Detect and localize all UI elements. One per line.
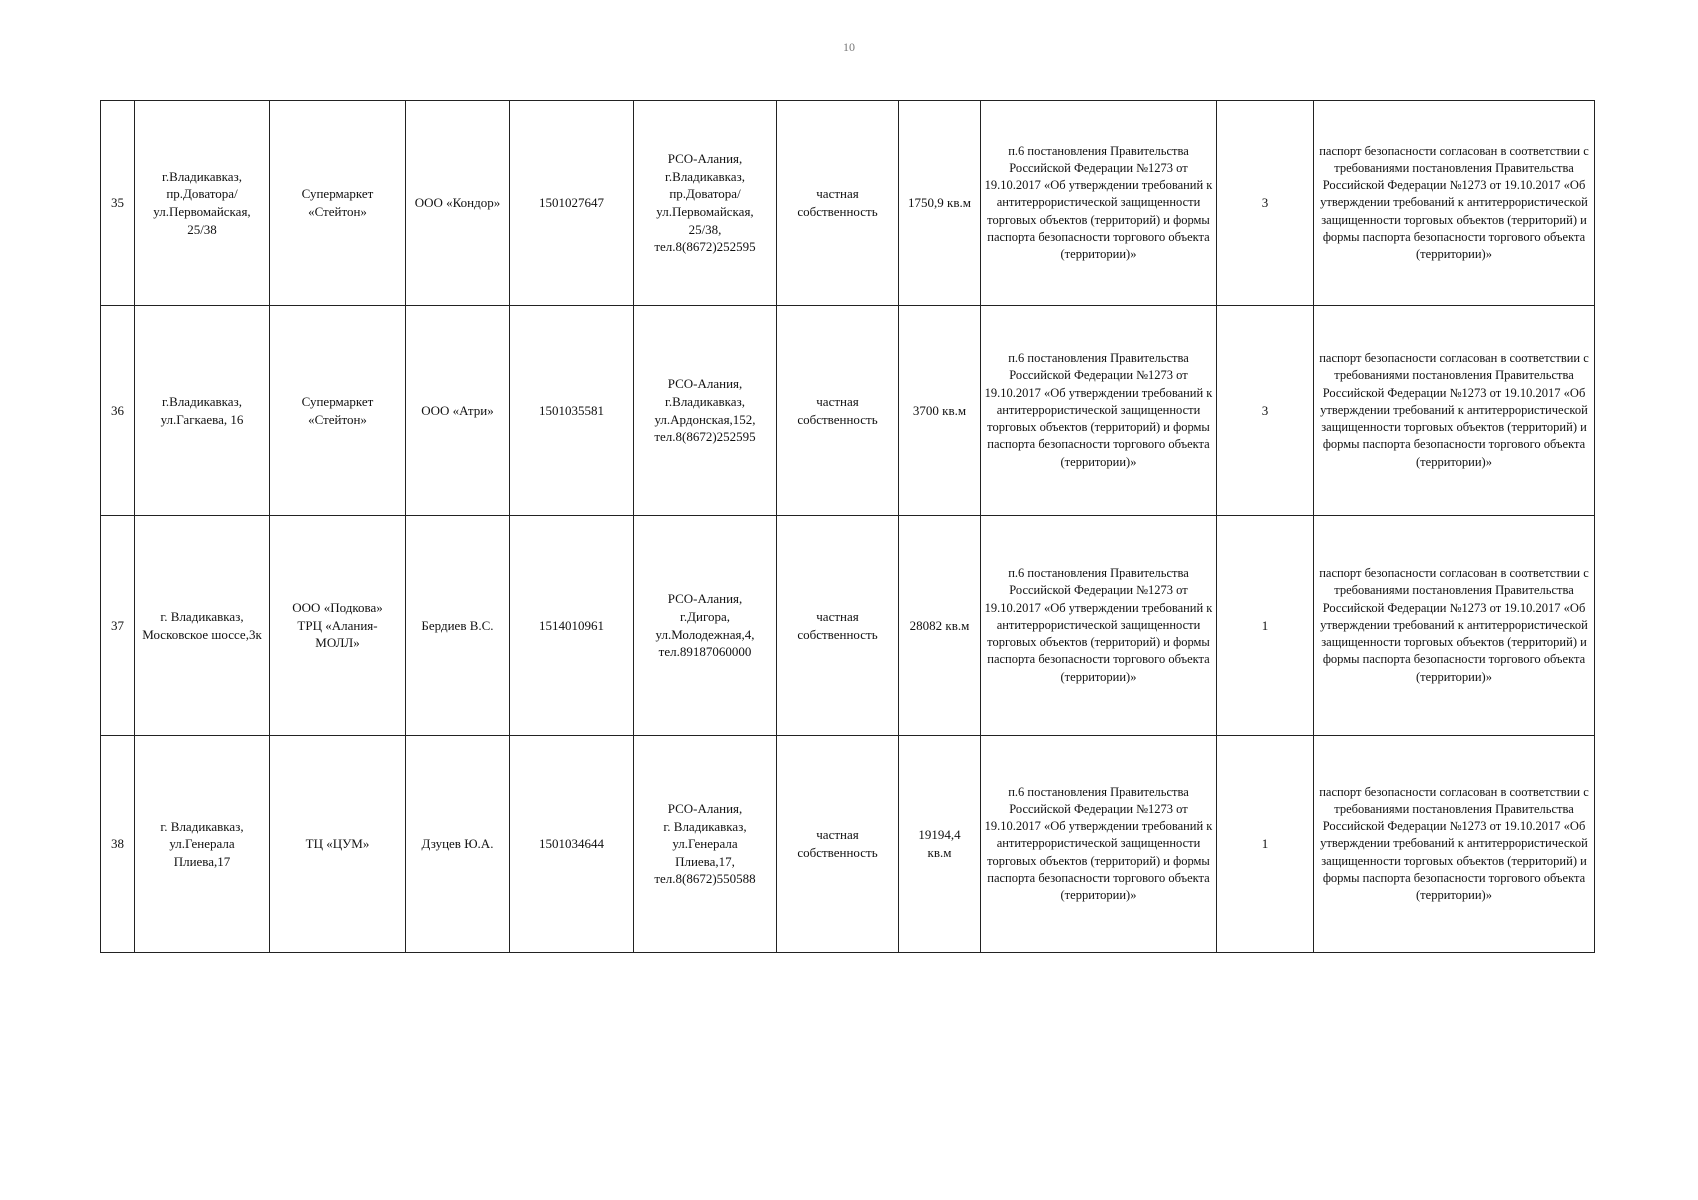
owner-name: ООО «Атри» <box>406 306 510 516</box>
owner-name: ООО «Кондор» <box>406 101 510 306</box>
ownership-type: частная собственность <box>777 516 899 736</box>
owner-inn: 1501035581 <box>510 306 634 516</box>
owner-inn: 1501027647 <box>510 101 634 306</box>
owner-contact: РСО-Алания, г.Владикавказ, пр.Доватора/ ул.Первомайская, 25/38, тел.8(8672)252595 <box>634 101 777 306</box>
object-address: г.Владикавказ, ул.Гагкаева, 16 <box>135 306 270 516</box>
object-category: 3 <box>1217 306 1314 516</box>
page-number: 10 <box>843 40 855 54</box>
object-category: 1 <box>1217 516 1314 736</box>
passport-status: паспорт безопасности согласован в соответствии с требованиями постановления Правительства Российской Федерации №1273 от 19.10.2017 «Об утверждении требований к антитеррористической защищенности торговых объектов (территорий) и формы паспорта безопасности торгового объекта (территории)» <box>1314 101 1595 306</box>
registry-table <box>100 100 1595 953</box>
owner-contact: РСО-Алания, г. Владикавказ, ул.Генерала Плиева,17, тел.8(8672)550588 <box>634 736 777 953</box>
owner-name: Дзуцев Ю.А. <box>406 736 510 953</box>
object-address: г. Владикавказ, Московское шоссе,3к <box>135 516 270 736</box>
owner-contact: РСО-Алания, г.Владикавказ, ул.Ардонская,152, тел.8(8672)252595 <box>634 306 777 516</box>
row-number: 37 <box>101 516 135 736</box>
owner-name: Бердиев В.С. <box>406 516 510 736</box>
passport-status: паспорт безопасности согласован в соответствии с требованиями постановления Правительства Российской Федерации №1273 от 19.10.2017 «Об утверждении требований к антитеррористической защищенности торговых объектов (территорий) и формы паспорта безопасности торгового объекта (территории)» <box>1314 516 1595 736</box>
object-area: 3700 кв.м <box>899 306 981 516</box>
row-number: 35 <box>101 101 135 306</box>
object-address: г.Владикавказ, пр.Доватора/ ул.Первомайская, 25/38 <box>135 101 270 306</box>
object-name: ТЦ «ЦУМ» <box>270 736 406 953</box>
row-number: 36 <box>101 306 135 516</box>
legal-basis: п.6 постановления Правительства Российской Федерации №1273 от 19.10.2017 «Об утверждении требований к антитеррористической защищенности торговых объектов (территорий) и формы паспорта безопасности торгового объекта (территории)» <box>981 516 1217 736</box>
table-row <box>101 306 1595 516</box>
legal-basis: п.6 постановления Правительства Российской Федерации №1273 от 19.10.2017 «Об утверждении требований к антитеррористической защищенности торговых объектов (территорий) и формы паспорта безопасности торгового объекта (территории)» <box>981 101 1217 306</box>
object-area: 1750,9 кв.м <box>899 101 981 306</box>
passport-status: паспорт безопасности согласован в соответствии с требованиями постановления Правительства Российской Федерации №1273 от 19.10.2017 «Об утверждении требований к антитеррористической защищенности торговых объектов (территорий) и формы паспорта безопасности торгового объекта (территории)» <box>1314 306 1595 516</box>
object-address: г. Владикавказ, ул.Генерала Плиева,17 <box>135 736 270 953</box>
table-row <box>101 516 1595 736</box>
object-area: 19194,4 кв.м <box>899 736 981 953</box>
owner-inn: 1501034644 <box>510 736 634 953</box>
object-category: 3 <box>1217 101 1314 306</box>
object-name: Супермаркет «Стейтон» <box>270 101 406 306</box>
ownership-type: частная собственность <box>777 736 899 953</box>
ownership-type: частная собственность <box>777 306 899 516</box>
object-name: ООО «Подкова» ТРЦ «Алания- МОЛЛ» <box>270 516 406 736</box>
passport-status: паспорт безопасности согласован в соответствии с требованиями постановления Правительства Российской Федерации №1273 от 19.10.2017 «Об утверждении требований к антитеррористической защищенности торговых объектов (территорий) и формы паспорта безопасности торгового объекта (территории)» <box>1314 736 1595 953</box>
ownership-type: частная собственность <box>777 101 899 306</box>
object-area: 28082 кв.м <box>899 516 981 736</box>
object-category: 1 <box>1217 736 1314 953</box>
owner-inn: 1514010961 <box>510 516 634 736</box>
row-number: 38 <box>101 736 135 953</box>
table-row <box>101 736 1595 953</box>
legal-basis: п.6 постановления Правительства Российской Федерации №1273 от 19.10.2017 «Об утверждении требований к антитеррористической защищенности торговых объектов (территорий) и формы паспорта безопасности торгового объекта (территории)» <box>981 736 1217 953</box>
owner-contact: РСО-Алания, г.Дигора, ул.Молодежная,4, тел.89187060000 <box>634 516 777 736</box>
legal-basis: п.6 постановления Правительства Российской Федерации №1273 от 19.10.2017 «Об утверждении требований к антитеррористической защищенности торговых объектов (территорий) и формы паспорта безопасности торгового объекта (территории)» <box>981 306 1217 516</box>
object-name: Супермаркет «Стейтон» <box>270 306 406 516</box>
table-row <box>101 101 1595 306</box>
